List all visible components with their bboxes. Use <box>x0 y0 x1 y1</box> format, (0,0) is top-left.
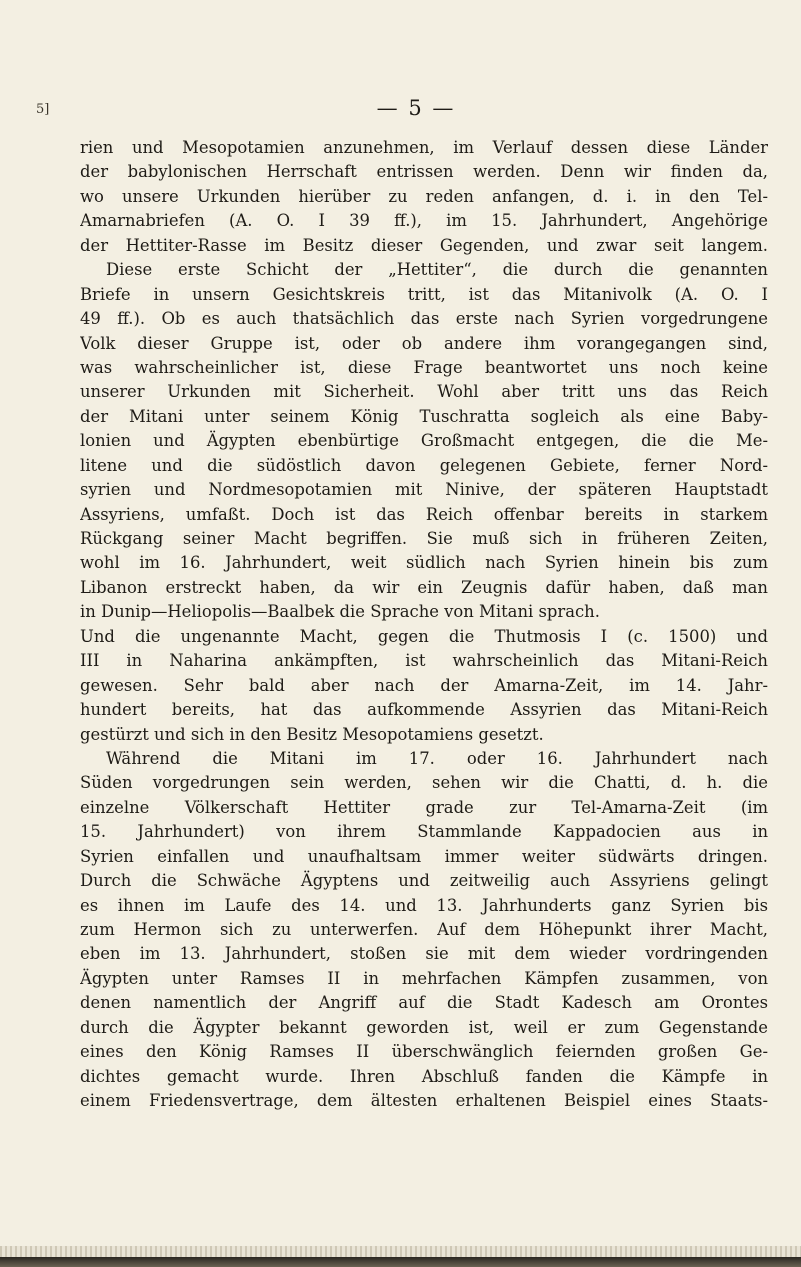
section-mark: 5] <box>36 102 50 117</box>
page-number: — 5 — <box>376 96 456 120</box>
text-line: 49 ff.). Ob es auch thatsächlich das erste nach Syrien vorgedrungene <box>80 309 768 329</box>
text-line: es ihnen im Laufe des 14. und 13. Jahrhunderts ganz Syrien bis <box>80 895 768 915</box>
page-edge-shade <box>0 1246 801 1257</box>
text-line: Durch die Schwäche Ägyptens und zeitweilig auch Assyriens gelingt <box>80 871 768 891</box>
text-line: Assyriens, umfaßt. Doch ist das Reich offenbar bereits in starkem <box>80 504 768 524</box>
text-line: eben im 13. Jahrhundert, stoßen sie mit dem wieder vordringenden <box>80 944 768 964</box>
text-line: III in Naharina ankämpften, ist wahrscheinlich das Mitani-Reich <box>80 651 768 671</box>
text-line: wohl im 16. Jahrhundert, weit südlich nach Syrien hinein bis zum <box>80 553 768 573</box>
text-line: Diese erste Schicht der „Hettiter“, die durch die genannten <box>106 260 768 280</box>
text-line: Ägypten unter Ramses II in mehrfachen Kämpfen zusammen, von <box>80 968 768 988</box>
text-line: syrien und Nordmesopotamien mit Ninive, der späteren Hauptstadt <box>80 480 768 500</box>
text-line: Syrien einfallen und unaufhaltsam immer weiter südwärts dringen. <box>80 846 768 866</box>
text-line: einzelne Völkerschaft Hettiter grade zur Tel-Amarna-Zeit (im <box>80 797 768 817</box>
text-line: denen namentlich der Angriff auf die Stadt Kadesch am Orontes <box>80 993 768 1013</box>
text-line: unserer Urkunden mit Sicherheit. Wohl aber tritt uns das Reich <box>80 382 768 402</box>
text-line: Amarnabriefen (A. O. I 39 ff.), im 15. Jahrhundert, Angehörige <box>80 211 768 231</box>
text-line: was wahrscheinlicher ist, diese Frage beantwortet uns noch keine <box>80 357 768 377</box>
text-line: Und die ungenannte Macht, gegen die Thutmosis I (c. 1500) und <box>80 626 768 646</box>
text-line: Während die Mitani im 17. oder 16. Jahrhundert nach <box>106 748 768 768</box>
text-line: Libanon erstreckt haben, da wir ein Zeugnis dafür haben, daß man <box>80 577 768 597</box>
text-line: hundert bereits, hat das aufkommende Assyrien das Mitani-Reich <box>80 700 768 720</box>
text-line: wo unsere Urkunden hierüber zu reden anfangen, d. i. in den Tel- <box>80 186 768 206</box>
text-line: lonien und Ägypten ebenbürtige Großmacht entgegen, die die Me- <box>80 431 768 451</box>
text-line: litene und die südöstlich davon gelegenen Gebiete, ferner Nord- <box>80 455 768 475</box>
page-bottom-border <box>0 1257 801 1267</box>
text-line: gestürzt und sich in den Besitz Mesopotamiens gesetzt. <box>80 724 544 744</box>
text-line: dichtes gemacht wurde. Ihren Abschluß fanden die Kämpfe in <box>80 1066 768 1086</box>
text-line: Rückgang seiner Macht begriffen. Sie muß sich in früheren Zeiten, <box>80 529 768 548</box>
text-line: durch die Ägypter bekannt geworden ist, weil er zum Gegenstande <box>80 1017 768 1037</box>
text-line: rien und Mesopotamien anzunehmen, im Verlauf dessen diese Länder <box>80 138 768 157</box>
text-line: Briefe in unsern Gesichtskreis tritt, ist das Mitanivolk (A. O. I <box>80 284 768 304</box>
text-line: einem Friedensvertrage, dem ältesten erhaltenen Beispiel eines Staats- <box>80 1091 768 1111</box>
text-line: 15. Jahrhundert) von ihrem Stammlande Kappadocien aus in <box>80 822 768 842</box>
text-line: der babylonischen Herrschaft entrissen werden. Denn wir finden da, <box>80 162 768 182</box>
text-line: Süden vorgedrungen sein werden, sehen wir die Chatti, d. h. die <box>80 773 768 793</box>
text-line: eines den König Ramses II überschwänglich feiernden großen Ge- <box>80 1042 768 1062</box>
text-line: in Dunip—Heliopolis—Baalbek die Sprache von Mitani sprach. <box>80 602 600 622</box>
text-line: Volk dieser Gruppe ist, oder ob andere ihm vorangegangen sind, <box>80 333 768 353</box>
text-line: der Hettiter-Rasse im Besitz dieser Gegenden, und zwar seit langem. <box>80 235 768 255</box>
text-line: der Mitani unter seinem König Tuschratta sogleich als eine Baby- <box>80 406 768 426</box>
body-text <box>80 136 768 1114</box>
text-line: zum Hermon sich zu unterwerfen. Auf dem Höhepunkt ihrer Macht, <box>80 920 768 939</box>
page-header <box>36 96 796 124</box>
text-line: gewesen. Sehr bald aber nach der Amarna-Zeit, im 14. Jahr- <box>80 675 768 695</box>
